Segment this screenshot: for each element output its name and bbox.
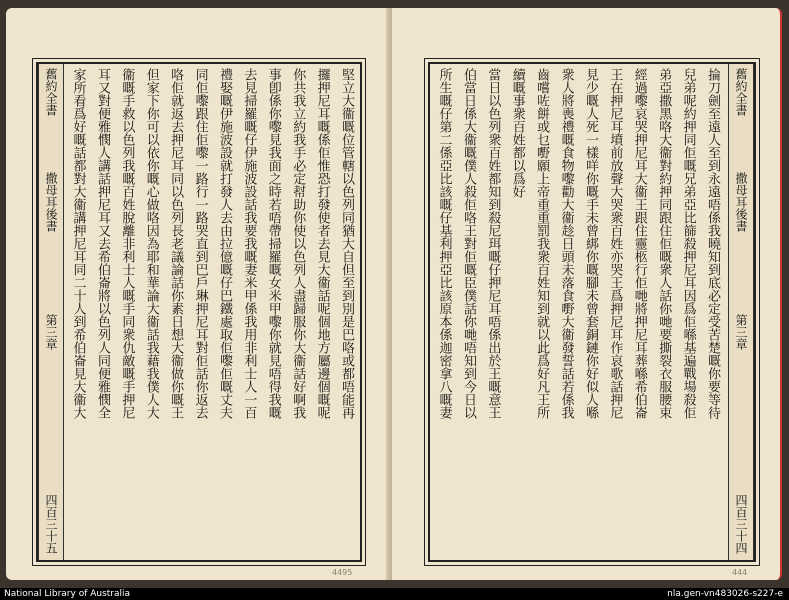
left-text-column: 耳又對便雅憫人講話押尼耳又去希伯崙將以色列人同便雅憫全 <box>94 68 110 419</box>
left-text-column: 衞嘅手救以色列我嘅百姓脫離非利士人嘅手同衆仇敵嘅手押尼 <box>119 68 135 419</box>
left-text-column: 攞押尼耳嘅係佢惟恐打發使者去見大衞話呢個地方屬邊個嘅呢 <box>314 68 330 419</box>
right-text-column: 所生嘅仔第二係亞比該嘅仔基利押亞比該原本係迦密拿八嘅妻 <box>436 68 452 419</box>
left-pencil-mark: 4495 <box>332 568 353 577</box>
right-text-column: 兒弟呢約押同佢嘅兄弟亞比篩殺押尼耳因爲佢喺基遍戰場殺佢 <box>680 68 696 419</box>
right-text-column: 經過嚟哀哭押尼耳大衞王跟住靈柩行佢哋將押尼耳葬喺希伯崙 <box>631 68 647 419</box>
right-text-column: 王在押尼耳墳前放聲大哭衆百姓亦哭王爲押尼耳作哀歌話押尼 <box>607 68 623 419</box>
left-page-number: 四百三十五 <box>44 494 58 554</box>
right-text-column: 衆人將喪禮嘅食物嚟勸大衞趁日頭未落食嘢大衞發誓話若係我 <box>558 68 574 419</box>
right-book-title: 舊約全書 <box>734 68 748 116</box>
right-text-column: 齒嚐咗餅或乜嘢願上帝重重罰我衆百姓知到就以此爲好凡王所 <box>534 68 550 419</box>
right-text-column: 續嘅事衆百姓都以爲好 <box>509 68 525 198</box>
right-text-column <box>430 68 431 556</box>
right-body-text <box>430 64 726 560</box>
left-text-frame <box>36 62 362 562</box>
image-identifier: nla.gen-vn483026-s227-e <box>667 589 783 599</box>
left-book-title: 舊約全書 <box>44 68 58 116</box>
left-text-column: 同佢嚟跟住佢嚟一路行一路哭直到巴戶琳押尼耳對佢話你返去 <box>192 68 208 419</box>
library-credit: National Library of Australia <box>4 589 131 599</box>
right-section-title: 撒母耳後書 <box>734 172 748 232</box>
footer-bar <box>0 588 789 600</box>
right-text-column: 掄刀劍至遠人至到永遠唔係我曉知到底必定受苦楚嘅你要等待 <box>705 68 720 419</box>
left-text-column: 但家下你可以依你嘅心做咯因為耶和華論大衞話我藉我僕人大 <box>143 68 159 419</box>
right-pencil-mark: 444 <box>732 568 748 577</box>
left-text-column: 禮娶嘅伊施波設就打發人去由拉億嘅仔巴鐵處取佢嚟佢嘅丈夫 <box>216 68 232 419</box>
right-text-frame <box>428 62 756 562</box>
right-page-number: 四百三十四 <box>734 494 748 554</box>
left-chapter: 第三章 <box>44 314 58 350</box>
left-text-column: 你共我立約我手必定幇助你使以色列人盡歸服你大衞話好啊我 <box>290 68 306 419</box>
right-page <box>392 8 782 580</box>
left-body-text <box>66 64 360 560</box>
right-text-column: 見少嘅人死一樣咩你嘅手未曾綁你嘅腳未曾套銅鏈你好似人喺 <box>582 68 598 419</box>
left-text-column: 去見掃羅嘅仔伊施波設話我要我嘅妻米甲係我用非利士人一百 <box>241 68 257 419</box>
right-text-column: 伯當日係大衞嘅僕人殺佢咯王對佢嘅臣僕話你哋唔知到今日以 <box>460 68 476 419</box>
left-text-column: 堅立大衞嘅位管轄以色列同猶大自但至到別是巴咯或都唔能再 <box>339 68 354 419</box>
left-header-band <box>38 64 64 560</box>
left-page <box>6 8 390 580</box>
left-text-column: 家所看爲好嘅話都對大衞講押尼耳同二十人到希伯崙見大衞大 <box>70 68 86 419</box>
left-text-column: 咯佢就返去押尼耳同以色列長老議論話你素日想大衞做你嘅王 <box>168 68 184 419</box>
right-text-column: 弟亞撒黑咯大衞對約押同跟住佢嘅衆人話你哋要撕裂衣服腰束 <box>656 68 672 419</box>
right-text-column: 當日以色列衆百姓都知到殺尼珥嘅仔押尼耳唔係出於王嘅意王 <box>485 68 501 419</box>
right-header-band <box>728 64 754 560</box>
left-section-title: 撒母耳後書 <box>44 172 58 232</box>
left-text-column: 事卽係你嚟見我面之時若唔帶掃羅嘅女米甲嚟你就見唔得我嘅 <box>265 68 281 419</box>
right-chapter: 第三章 <box>734 314 748 350</box>
